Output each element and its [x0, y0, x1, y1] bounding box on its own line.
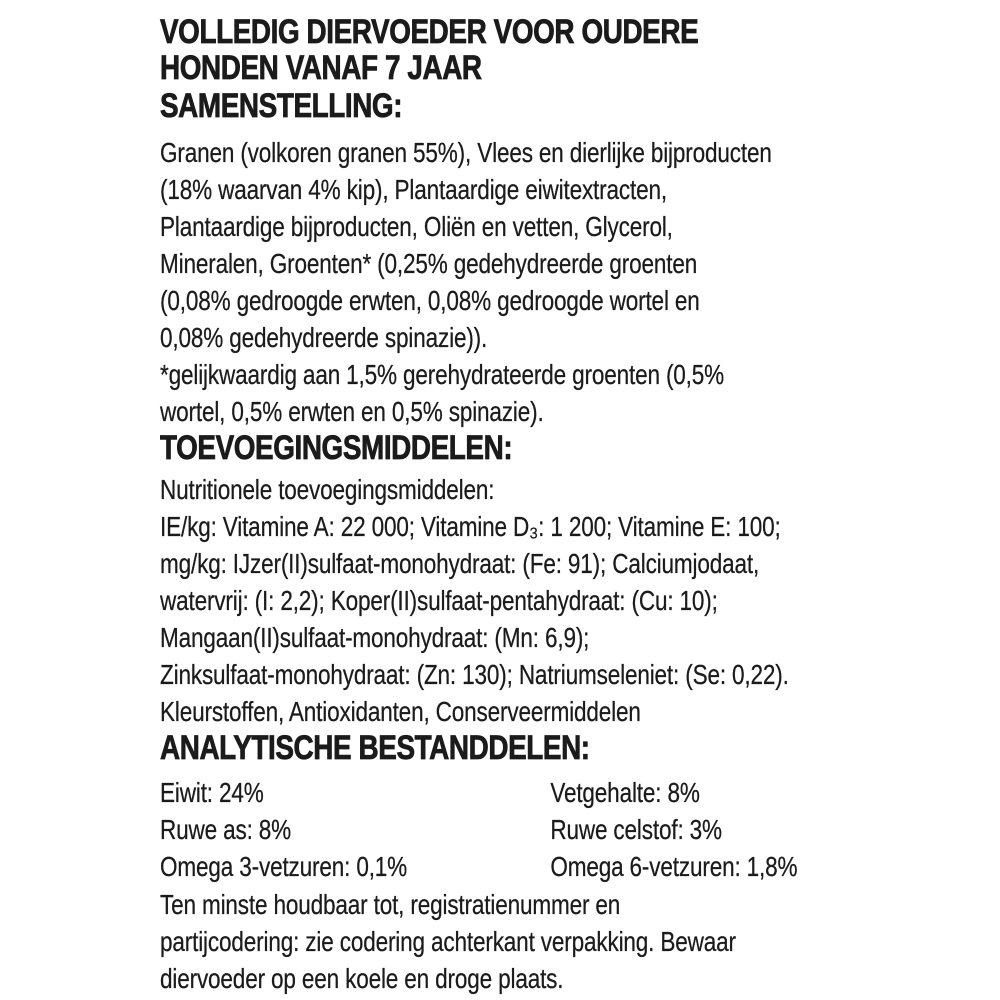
analytical-table — [160, 774, 1000, 885]
text-line: mg/kg: IJzer(II)sulfaat-monohydraat: (Fe: 91); Calciumjodaat, — [160, 548, 760, 579]
product-title-line: VOLLEDIG DIERVOEDER VOOR OUDERE — [160, 13, 699, 51]
additives-section — [160, 430, 1000, 730]
label-content — [160, 0, 1000, 997]
text-line: watervrij: (I: 2,2); Koper(II)sulfaat-pentahydraat: (Cu: 10); — [160, 585, 718, 616]
text-line: IE/kg: Vitamine A: 22 000; Vitamine D₃: 1 200; Vitamine E: 100; — [160, 511, 781, 542]
product-title — [160, 14, 1000, 86]
analytical-row — [160, 848, 1000, 885]
analytical-section — [160, 730, 1000, 885]
analytical-row — [160, 774, 1000, 811]
additives-text — [160, 508, 1000, 730]
text-line: 0,08% gedehydreerde spinazie)). — [160, 322, 488, 353]
text-line: Kleurstoffen, Antioxidanten, Conserveermiddelen — [160, 696, 641, 727]
additives-intro: Nutritionele toevoegingsmiddelen: — [160, 474, 495, 505]
text-line: wortel, 0,5% erwten en 0,5% spinazie). — [160, 396, 544, 427]
text-line: (18% waarvan 4% kip), Plantaardige eiwitextracten, — [160, 174, 667, 205]
analytical-value-left: Eiwit: 24% — [160, 777, 264, 808]
analytical-row — [160, 811, 1000, 848]
analytical-value-right: Omega 6-vetzuren: 1,8% — [550, 851, 798, 882]
composition-heading: SAMENSTELLING: — [160, 87, 403, 125]
text-line: Zinksulfaat-monohydraat: (Zn: 130); Natriumseleniet: (Se: 0,22). — [160, 659, 789, 690]
storage-note — [160, 886, 1000, 997]
text-line: Mineralen, Groenten* (0,25% gedehydreerde groenten — [160, 248, 698, 279]
analytical-heading: ANALYTISCHE BESTANDDELEN: — [160, 729, 590, 767]
product-title-line: HONDEN VANAF 7 JAAR — [160, 49, 482, 87]
text-line: partijcodering: zie codering achterkant verpakking. Bewaar — [160, 926, 736, 957]
text-line: Mangaan(II)sulfaat-monohydraat: (Mn: 6,9); — [160, 622, 590, 653]
text-line: Ten minste houdbaar tot, registratienummer en — [160, 889, 621, 920]
composition-footnote — [160, 356, 1000, 430]
text-line: (0,08% gedroogde erwten, 0,08% gedroogde wortel en — [160, 285, 700, 316]
text-line: Plantaardige bijproducten, Oliën en vetten, Glycerol, — [160, 211, 673, 242]
text-line: *gelijkwaardig aan 1,5% gerehydrateerde groenten (0,5% — [160, 359, 725, 390]
text-line: Granen (volkoren granen 55%), Vlees en dierlijke bijproducten — [160, 137, 772, 168]
analytical-value-right: Vetgehalte: 8% — [550, 777, 700, 808]
additives-heading: TOEVOEGINGSMIDDELEN: — [160, 429, 513, 467]
analytical-value-left: Omega 3-vetzuren: 0,1% — [160, 851, 408, 882]
text-line: diervoeder op een koele en droge plaats. — [160, 963, 564, 994]
analytical-value-left: Ruwe as: 8% — [160, 814, 292, 845]
composition-text — [160, 134, 1000, 356]
analytical-value-right: Ruwe celstof: 3% — [550, 814, 722, 845]
composition-section — [160, 88, 1000, 430]
